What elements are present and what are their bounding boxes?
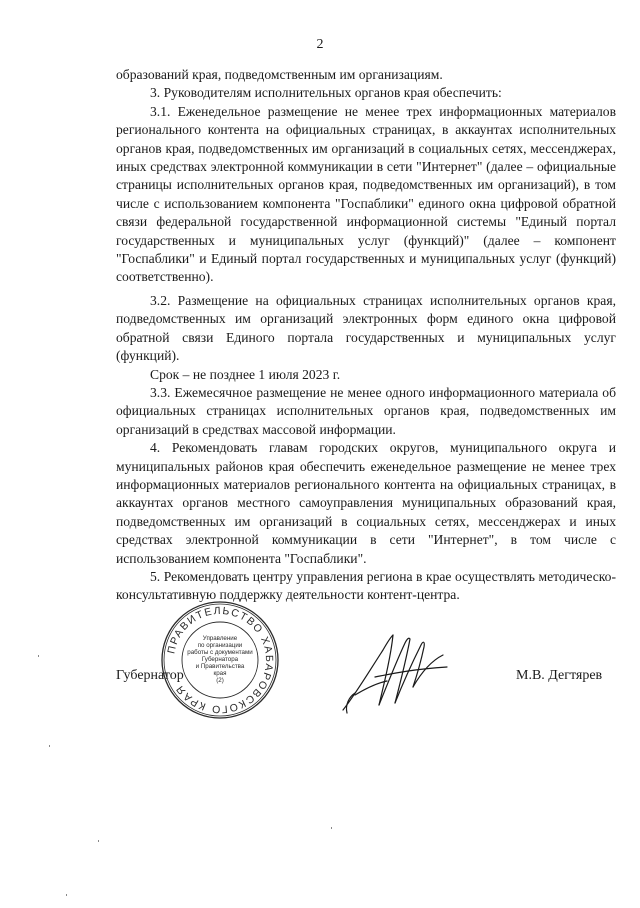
paragraph-deadline: Срок – не позднее 1 июля 2023 г.: [150, 366, 341, 382]
svg-text:работы с документами: работы с документами: [187, 649, 253, 656]
official-seal: [158, 598, 282, 722]
svg-text:по организации: по организации: [197, 642, 243, 649]
handwritten-signature: [335, 625, 465, 720]
signature-block: [0, 625, 640, 745]
paragraph-item-3-3: 3.3. Ежемесячное размещение не менее одного информационного материала об официальных страницах исполнительных органов края, подведомственных им организаций в средствах массовой информации.: [116, 384, 616, 437]
paragraph-item-3: 3. Руководителям исполнительных органов края обеспечить:: [150, 85, 502, 101]
svg-text:и Правительства: и Правительства: [195, 663, 245, 670]
svg-text:ПРАВИТЕЛЬСТВО ХАБАРОВСКОГО КРА: ПРАВИТЕЛЬСТВО ХАБАРОВСКОГО КРАЯ: [165, 604, 276, 716]
paragraph-item-5: 5. Рекомендовать центру управления региона в крае осуществлять методическо-консультативную поддержку деятельности контент-центра.: [116, 568, 616, 603]
svg-text:(2): (2): [216, 677, 224, 684]
svg-text:края: края: [213, 670, 227, 677]
paragraph-item-4: 4. Рекомендовать главам городских округов, муниципального округа и муниципальных районов края обеспечить еженедельное размещение не менее трех информационных материалов регионального контента на официальных страницах, в аккаунтах органов местного самоуправления муниципальных образований края, подведомственных им организаций в социальных сетях, мессенджерах и иных средствах электронной коммуникации в сети "Интернет", в том числе с использованием компонента "Госпаблики".: [116, 440, 616, 566]
paragraph-item-3-1: 3.1. Еженедельное размещение не менее трех информационных материалов регионального контента на официальных страницах, в аккаунтах исполнительных органов края, подведомственных им организаций в социальных сетях, мессенджерах, иных средствах электронной коммуникации в сети "Интернет" (далее – официальные страницы исполнительных органов края, подведомственных им организаций), в том числе с использованием компонента "Госпаблики" единого окна цифровой обратной связи федеральной государственной информационной системы "Единый портал государственных и муниципальных услуг (функций)" (далее – компонент "Госпаблики" и Единый портал государственных и муниципальных услуг (функций) соответственно).: [116, 103, 616, 285]
svg-text:Управление: Управление: [202, 635, 238, 642]
signatory-name: М.В. Дегтярев: [516, 668, 603, 683]
paragraph-continuation: образований края, подведомственным им организациям.: [116, 67, 443, 82]
paragraph-item-3-2: 3.2. Размещение на официальных страницах исполнительных органов края, подведомственных им организаций электронных форм единого окна цифровой обратной связи Единого портала государственных и муниципальных услуг (функций).: [116, 292, 616, 364]
svg-text:Губернатора: Губернатора: [201, 656, 239, 663]
page-number: 2: [316, 37, 324, 52]
signatory-title: Губернатор: [116, 668, 184, 683]
document-body: [116, 66, 616, 605]
